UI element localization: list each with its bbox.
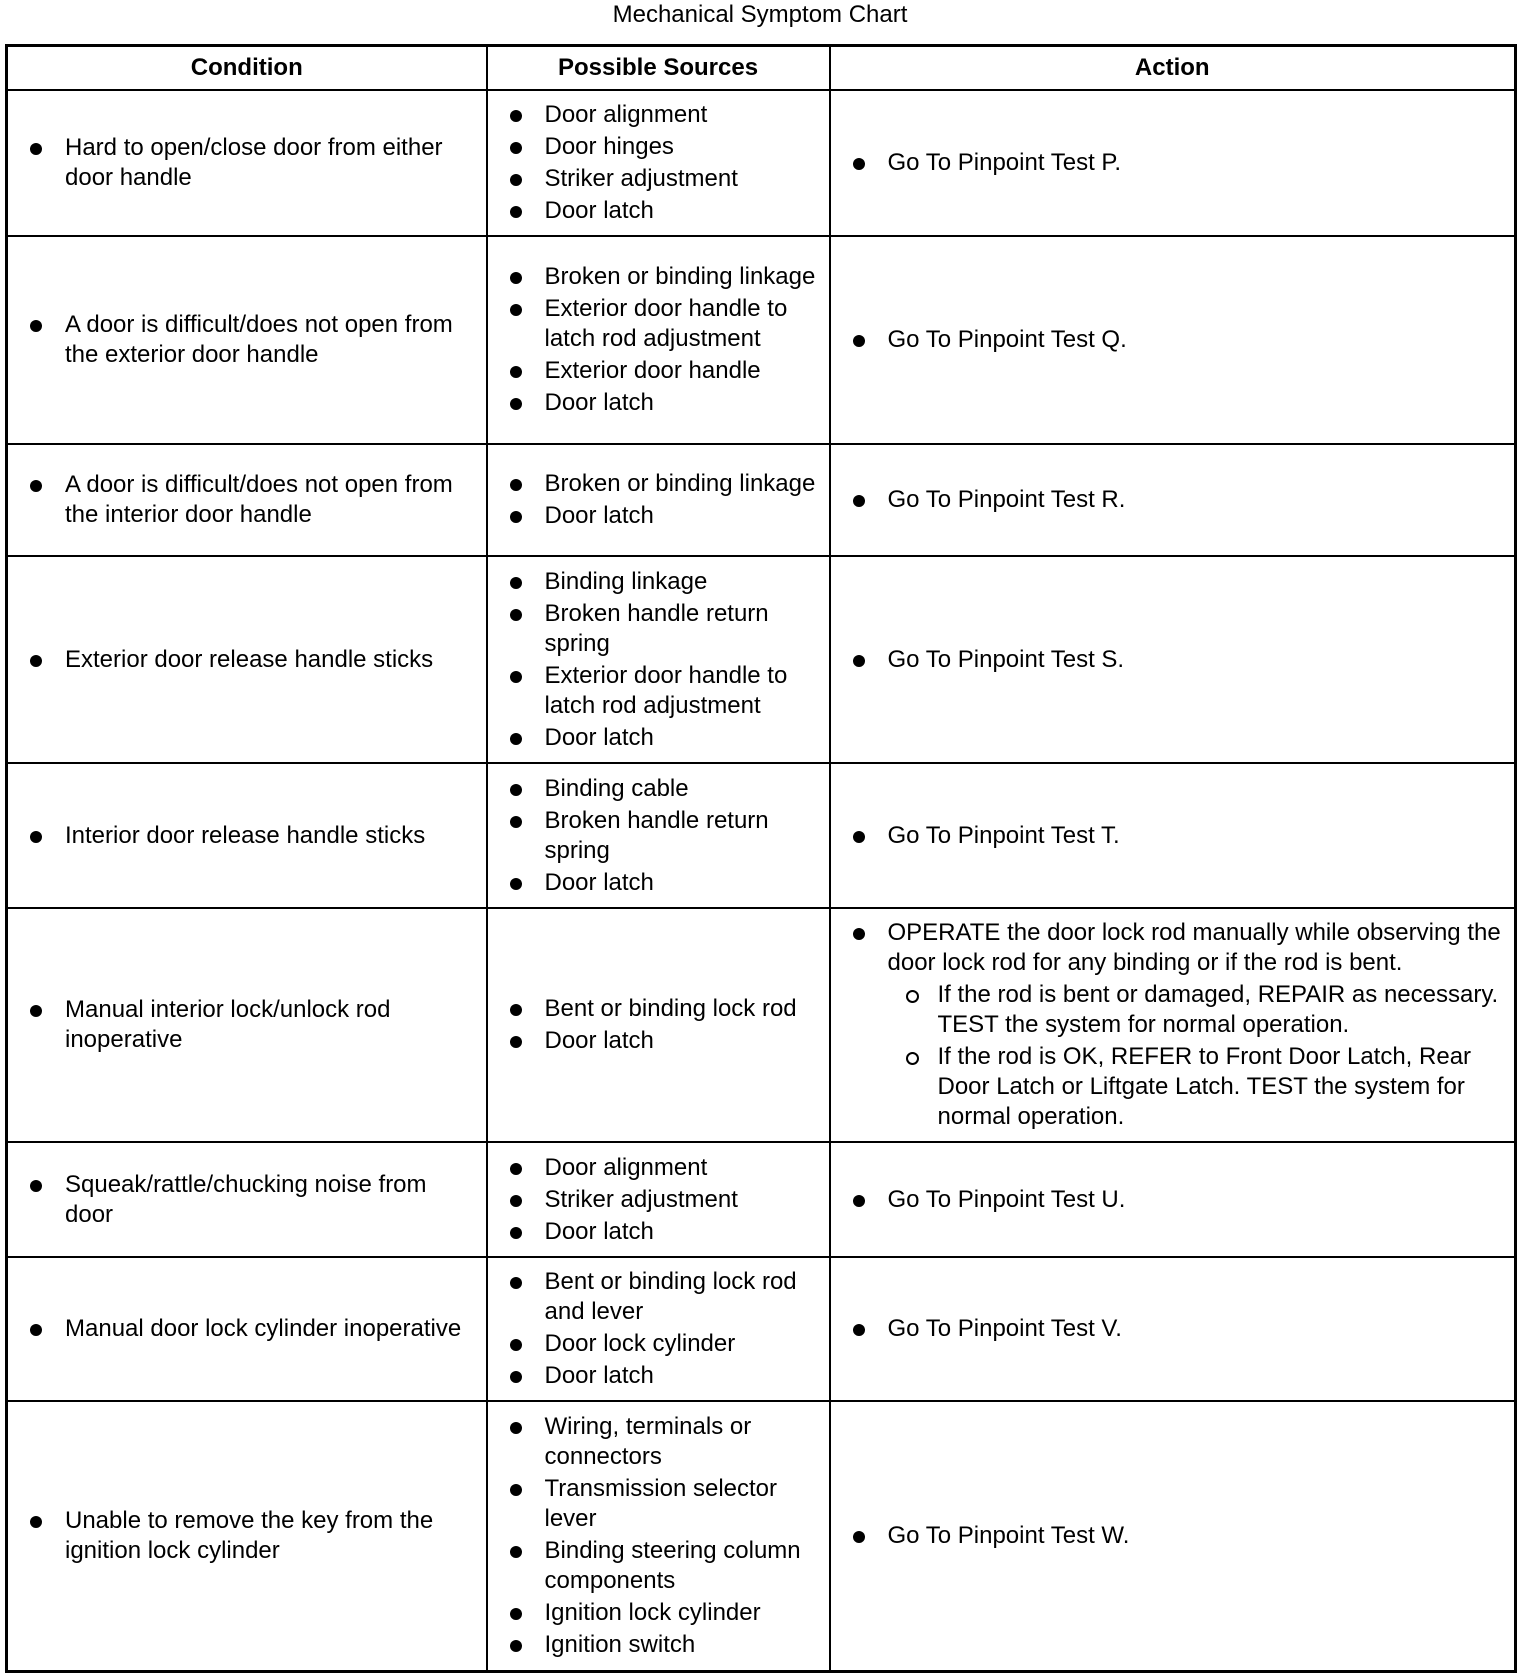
condition-cell xyxy=(7,90,487,236)
condition-text: Exterior door release handle sticks xyxy=(30,645,478,675)
action-cell xyxy=(830,1142,1516,1257)
source-item: Binding cable xyxy=(510,774,821,804)
source-item: Broken or binding linkage xyxy=(510,262,821,292)
action-cell xyxy=(830,556,1516,763)
condition-text: A door is difficult/does not open from the exterior door handle xyxy=(30,310,478,370)
source-item: Broken or binding linkage xyxy=(510,469,821,499)
source-item: Door alignment xyxy=(510,100,821,130)
sources-cell xyxy=(487,236,830,444)
source-item: Ignition lock cylinder xyxy=(510,1598,821,1628)
action-text: Go To Pinpoint Test U. xyxy=(853,1185,1507,1215)
sources-cell xyxy=(487,1401,830,1671)
sources-cell xyxy=(487,556,830,763)
table-body xyxy=(7,90,1516,1671)
source-item: Door latch xyxy=(510,196,821,226)
source-item: Exterior door handle to latch rod adjustment xyxy=(510,294,821,354)
action-text: Go To Pinpoint Test V. xyxy=(853,1314,1507,1344)
source-item: Binding linkage xyxy=(510,567,821,597)
condition-cell xyxy=(7,763,487,908)
source-item: Striker adjustment xyxy=(510,164,821,194)
action-cell xyxy=(830,444,1516,556)
condition-header: Condition xyxy=(7,46,487,91)
condition-text: Hard to open/close door from either door handle xyxy=(30,133,478,193)
table-row xyxy=(7,1142,1516,1257)
source-item: Broken handle return spring xyxy=(510,599,821,659)
source-item: Door latch xyxy=(510,388,821,418)
table-row xyxy=(7,90,1516,236)
header-row xyxy=(7,46,1516,91)
source-item: Broken handle return spring xyxy=(510,806,821,866)
action-header: Action xyxy=(830,46,1516,91)
table-row xyxy=(7,763,1516,908)
action-text: Go To Pinpoint Test T. xyxy=(853,821,1507,851)
sources-cell xyxy=(487,90,830,236)
table-row xyxy=(7,1401,1516,1671)
condition-cell xyxy=(7,1142,487,1257)
source-item: Wiring, terminals or connectors xyxy=(510,1412,821,1472)
source-item: Door alignment xyxy=(510,1153,821,1183)
table-row xyxy=(7,1257,1516,1401)
source-item: Door latch xyxy=(510,501,821,531)
table-row xyxy=(7,556,1516,763)
source-item: Bent or binding lock rod and lever xyxy=(510,1267,821,1327)
condition-cell xyxy=(7,908,487,1142)
source-item: Bent or binding lock rod xyxy=(510,994,821,1024)
condition-text: Manual interior lock/unlock rod inoperative xyxy=(30,995,478,1055)
condition-cell xyxy=(7,444,487,556)
action-cell xyxy=(830,1401,1516,1671)
source-item: Ignition switch xyxy=(510,1630,821,1660)
sources-cell xyxy=(487,444,830,556)
action-text: Go To Pinpoint Test R. xyxy=(853,485,1507,515)
action-text: Go To Pinpoint Test S. xyxy=(853,645,1507,675)
source-item: Door latch xyxy=(510,868,821,898)
source-item: Exterior door handle to latch rod adjustment xyxy=(510,661,821,721)
action-text: Go To Pinpoint Test P. xyxy=(853,148,1507,178)
source-item: Striker adjustment xyxy=(510,1185,821,1215)
source-item: Binding steering column components xyxy=(510,1536,821,1596)
action-subitem: If the rod is bent or damaged, REPAIR as necessary. TEST the system for normal operation. xyxy=(888,980,1507,1040)
condition-text: Unable to remove the key from the ignition lock cylinder xyxy=(30,1506,478,1566)
condition-cell xyxy=(7,556,487,763)
condition-text: Interior door release handle sticks xyxy=(30,821,478,851)
source-item: Door latch xyxy=(510,1361,821,1391)
chart-title: Mechanical Symptom Chart xyxy=(612,1,908,28)
sources-cell xyxy=(487,1257,830,1401)
table-row xyxy=(7,908,1516,1142)
action-cell xyxy=(830,763,1516,908)
source-item: Door latch xyxy=(510,1217,821,1247)
sources-cell xyxy=(487,763,830,908)
condition-cell xyxy=(7,1257,487,1401)
condition-text: A door is difficult/does not open from the interior door handle xyxy=(30,470,478,530)
symptom-table xyxy=(5,44,1517,1673)
action-cell xyxy=(830,908,1516,1142)
table-row xyxy=(7,444,1516,556)
action-text xyxy=(853,918,1507,1132)
sources-header: Possible Sources xyxy=(487,46,830,91)
sources-cell xyxy=(487,908,830,1142)
action-subitem: If the rod is OK, REFER to Front Door Latch, Rear Door Latch or Liftgate Latch. TEST the system for normal operation. xyxy=(888,1042,1507,1132)
source-item: Door lock cylinder xyxy=(510,1329,821,1359)
action-cell xyxy=(830,1257,1516,1401)
source-item: Door hinges xyxy=(510,132,821,162)
action-cell xyxy=(830,236,1516,444)
sources-cell xyxy=(487,1142,830,1257)
condition-text: Squeak/rattle/chucking noise from door xyxy=(30,1170,478,1230)
action-text: Go To Pinpoint Test W. xyxy=(853,1521,1507,1551)
source-item: Door latch xyxy=(510,723,821,753)
action-cell xyxy=(830,90,1516,236)
condition-cell xyxy=(7,236,487,444)
source-item: Door latch xyxy=(510,1026,821,1056)
table-row xyxy=(7,236,1516,444)
condition-text: Manual door lock cylinder inoperative xyxy=(30,1314,478,1344)
source-item: Exterior door handle xyxy=(510,356,821,386)
action-text: Go To Pinpoint Test Q. xyxy=(853,325,1507,355)
source-item: Transmission selector lever xyxy=(510,1474,821,1534)
action-main-text: OPERATE the door lock rod manually while observing the door lock rod for any binding or if the rod is bent. xyxy=(887,919,1501,976)
condition-cell xyxy=(7,1401,487,1671)
